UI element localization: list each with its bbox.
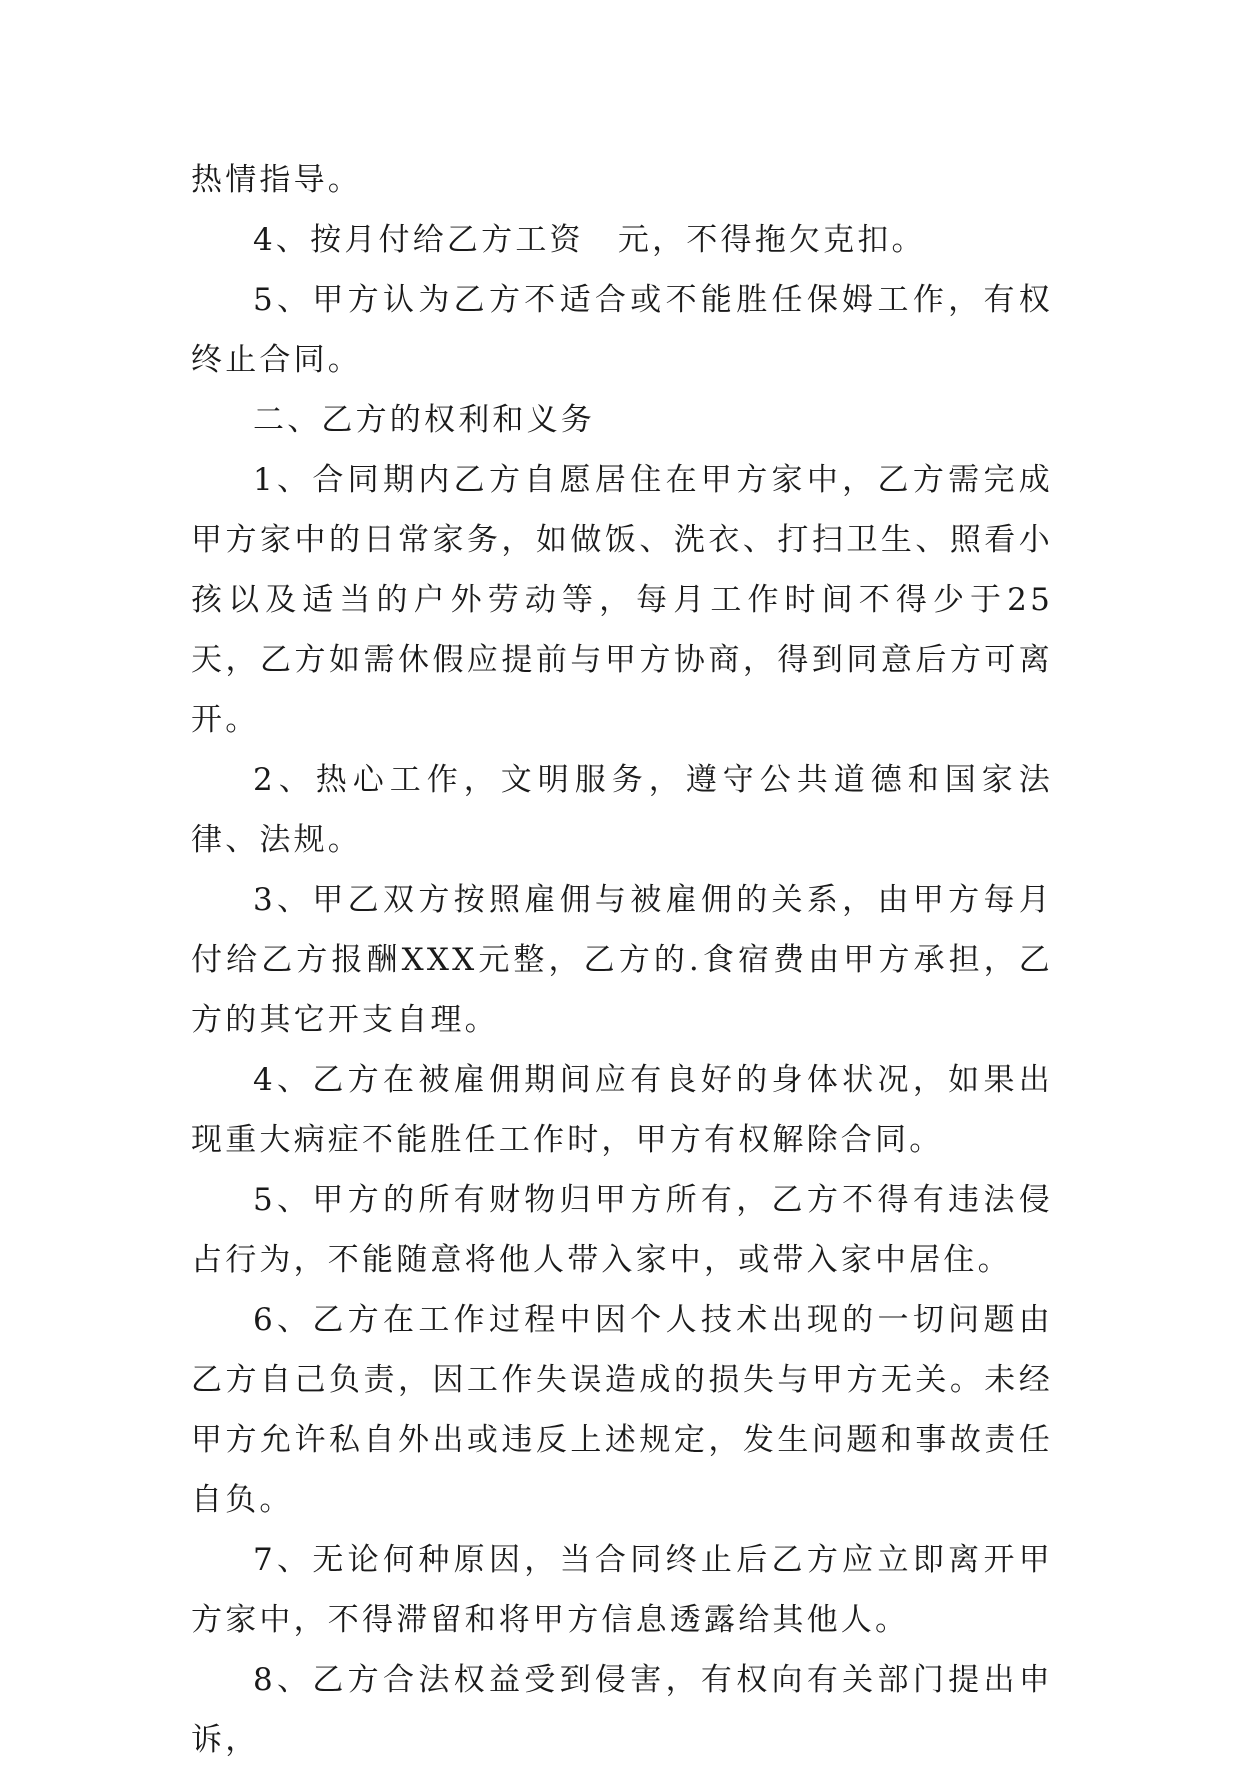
paragraph-clause-b1: 1、合同期内乙方自愿居住在甲方家中，乙方需完成甲方家中的日常家务，如做饭、洗衣、打扫卫生、照看小孩以及适当的户外劳动等，每月工作时间不得少于25天，乙方如需休假应提前与甲方协商，得到同意后方可离开。	[191, 462, 1053, 738]
section-heading-party-b: 二、乙方的权利和义务	[253, 402, 595, 438]
paragraph-continuation: 热情指导。	[191, 162, 362, 198]
paragraph-clause-a5: 5、甲方认为乙方不适合或不能胜任保姆工作，有权终止合同。	[191, 282, 1053, 378]
paragraph-clause-b3: 3、甲乙双方按照雇佣与被雇佣的关系，由甲方每月付给乙方报酬XXX元整，乙方的.食宿费由甲方承担，乙方的其它开支自理。	[191, 882, 1053, 1038]
paragraph-clause-b2: 2、热心工作，文明服务，遵守公共道德和国家法律、法规。	[191, 762, 1053, 858]
paragraph-clause-a4: 4、按月付给乙方工资 元，不得拖欠克扣。	[253, 222, 926, 258]
paragraph-clause-b4: 4、乙方在被雇佣期间应有良好的身体状况，如果出现重大病症不能胜任工作时，甲方有权解除合同。	[191, 1062, 1053, 1158]
paragraph-clause-b5: 5、甲方的所有财物归甲方所有，乙方不得有违法侵占行为，不能随意将他人带入家中，或带入家中居住。	[191, 1182, 1053, 1278]
paragraph-clause-b8: 8、乙方合法权益受到侵害，有权向有关部门提出申诉，	[191, 1662, 1053, 1758]
document-body	[191, 150, 1053, 1770]
paragraph-clause-b7: 7、无论何种原因，当合同终止后乙方应立即离开甲方家中，不得滞留和将甲方信息透露给其他人。	[191, 1542, 1053, 1638]
paragraph-clause-b6: 6、乙方在工作过程中因个人技术出现的一切问题由乙方自己负责，因工作失误造成的损失与甲方无关。未经甲方允许私自外出或违反上述规定，发生问题和事故责任自负。	[191, 1302, 1053, 1518]
